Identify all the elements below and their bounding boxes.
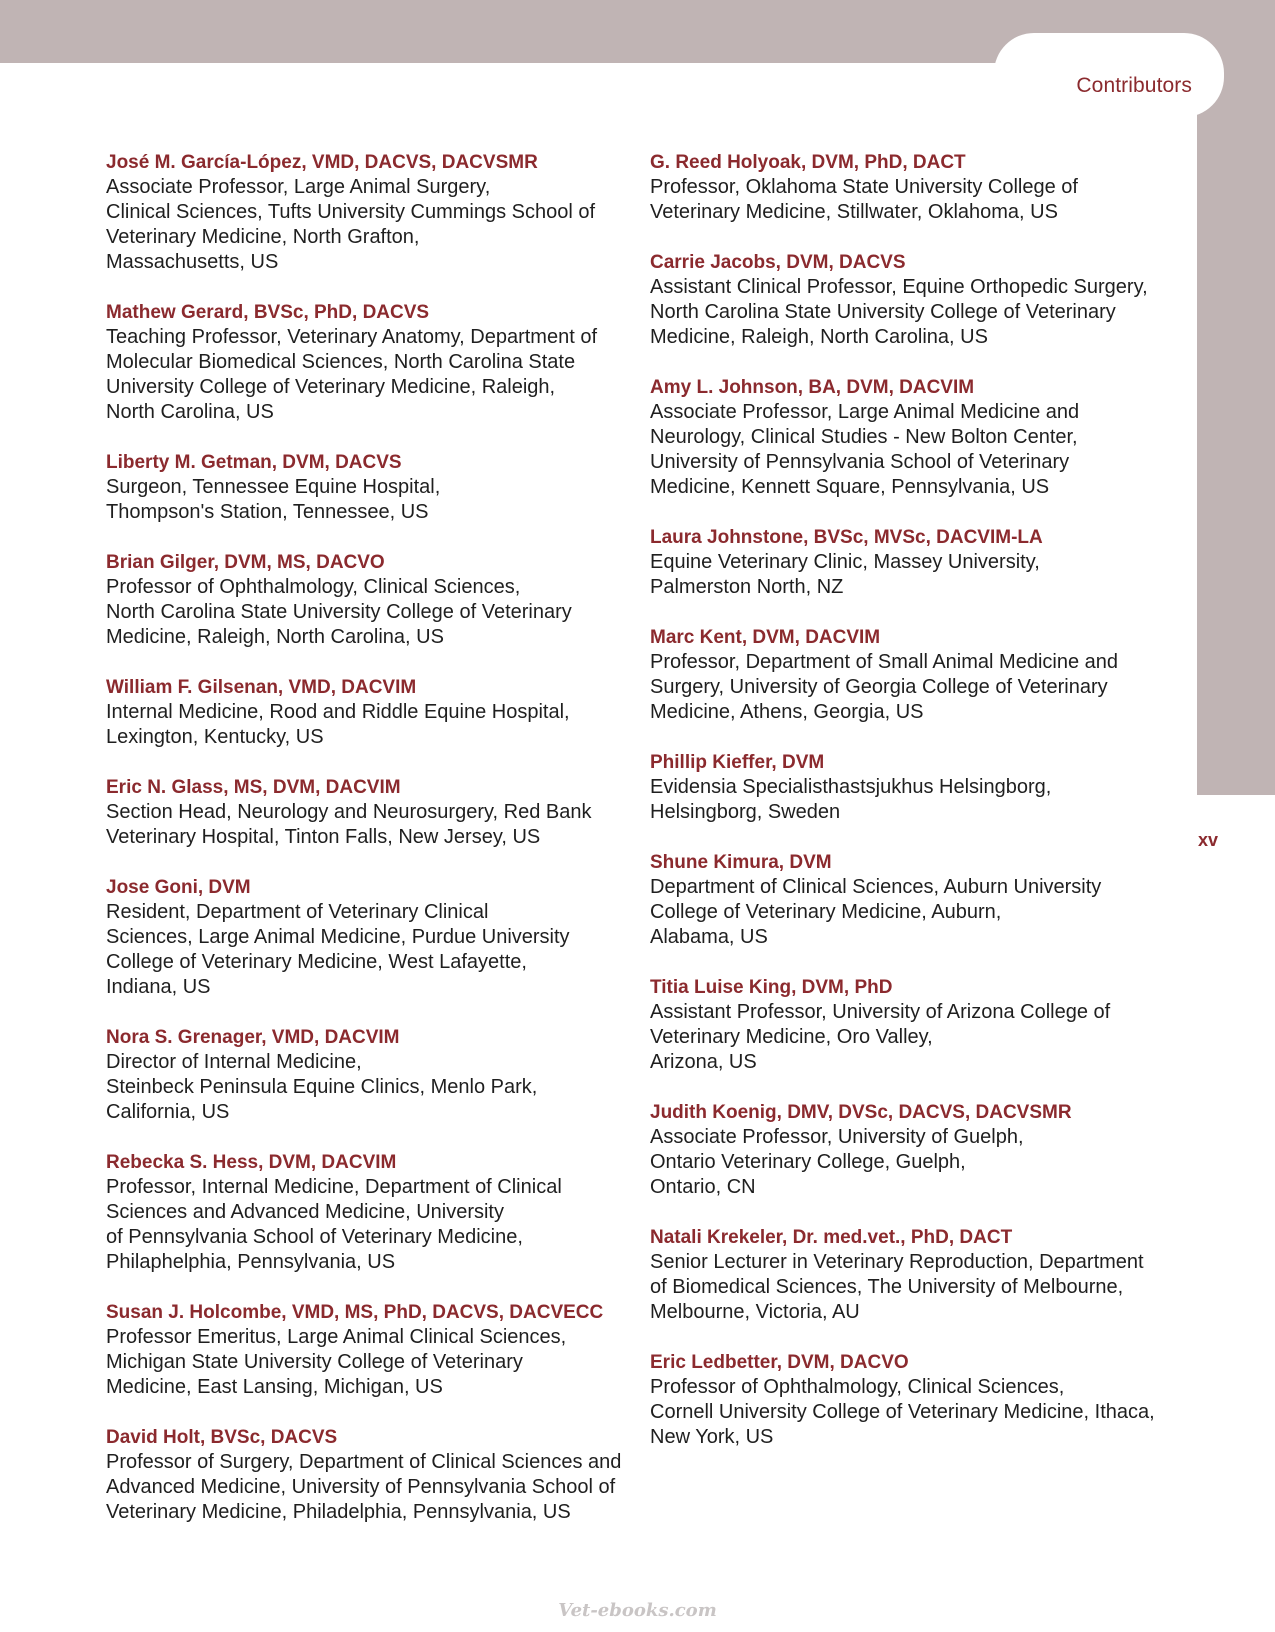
contributor-affiliation-line: Cornell University College of Veterinary Medicine, Ithaca,	[650, 1401, 1155, 1423]
contributor-affiliation-line: College of Veterinary Medicine, West Lafayette,	[106, 951, 527, 973]
contributor-affiliation-line: Medicine, Raleigh, North Carolina, US	[106, 626, 444, 648]
contributor-affiliation-line: Professor of Surgery, Department of Clinical Sciences and	[106, 1451, 622, 1473]
contributor-entry	[650, 850, 1170, 950]
contributor-name: David Holt, BVSc, DACVS	[106, 1427, 338, 1448]
contributor-entry	[106, 875, 626, 1000]
contributor-entry	[650, 1225, 1170, 1325]
contributor-affiliation-line: Sciences, Large Animal Medicine, Purdue University	[106, 926, 570, 948]
contributor-affiliation-line: Ontario, CN	[650, 1176, 756, 1198]
contributor-affiliation-line: Director of Internal Medicine,	[106, 1051, 362, 1073]
contributor-affiliation-line: Philaphelphia, Pennsylvania, US	[106, 1251, 396, 1273]
contributor-affiliation-line: Veterinary Medicine, Stillwater, Oklahoma, US	[650, 201, 1058, 223]
contributor-name: Jose Goni, DVM	[106, 877, 251, 898]
contributor-affiliation-line: Lexington, Kentucky, US	[106, 726, 324, 748]
contributor-affiliation-line: College of Veterinary Medicine, Auburn,	[650, 901, 1002, 923]
contributor-affiliation-line: Veterinary Medicine, North Grafton,	[106, 226, 420, 248]
contributor-name: Titia Luise King, DVM, PhD	[650, 977, 893, 998]
contributor-affiliation-line: Associate Professor, University of Guelph,	[650, 1126, 1024, 1148]
contributor-affiliation-line: Assistant Professor, University of Arizona College of	[650, 1001, 1111, 1023]
contributor-affiliation-line: Arizona, US	[650, 1051, 757, 1073]
contributor-affiliation-line: Medicine, Raleigh, North Carolina, US	[650, 326, 988, 348]
contributor-entry	[106, 450, 626, 525]
contributor-affiliation-line: Michigan State University College of Veterinary	[106, 1351, 523, 1373]
contributor-entry	[650, 625, 1170, 725]
contributor-name: Liberty M. Getman, DVM, DACVS	[106, 452, 402, 473]
contributor-affiliation-line: Ontario Veterinary College, Guelph,	[650, 1151, 966, 1173]
contributor-affiliation-line: Associate Professor, Large Animal Surgery,	[106, 176, 491, 198]
contributor-name: Brian Gilger, DVM, MS, DACVO	[106, 552, 385, 573]
contributor-affiliation-line: Indiana, US	[106, 976, 211, 998]
contributor-entry	[106, 150, 626, 275]
contributor-affiliation-line: Melbourne, Victoria, AU	[650, 1301, 860, 1323]
contributor-name: Susan J. Holcombe, VMD, MS, PhD, DACVS, DACVECC	[106, 1302, 604, 1323]
contributor-affiliation-line: Professor of Ophthalmology, Clinical Sciences,	[106, 576, 521, 598]
contributor-affiliation-line: Palmerston North, NZ	[650, 576, 844, 598]
contributor-affiliation-line: Veterinary Hospital, Tinton Falls, New Jersey, US	[106, 826, 541, 848]
contributor-affiliation-line: University College of Veterinary Medicine, Raleigh,	[106, 376, 556, 398]
contributor-affiliation-line: Teaching Professor, Veterinary Anatomy, Department of	[106, 326, 597, 348]
contributor-entry	[650, 975, 1170, 1075]
contributor-entry	[650, 750, 1170, 825]
contributor-affiliation-line: North Carolina State University College of Veterinary	[106, 601, 572, 623]
contributor-affiliation-line: North Carolina State University College of Veterinary	[650, 301, 1116, 323]
contributor-entry	[106, 1025, 626, 1125]
contributor-affiliation-line: Evidensia Specialisthastsjukhus Helsingborg,	[650, 776, 1052, 798]
contributor-entry	[106, 775, 626, 850]
contributor-affiliation-line: Section Head, Neurology and Neurosurgery, Red Bank	[106, 801, 592, 823]
watermark-logo: Vet-ebooks.com	[558, 1600, 717, 1621]
contributor-affiliation-line: Alabama, US	[650, 926, 768, 948]
contributor-entry	[650, 525, 1170, 600]
contributor-affiliation-line: Veterinary Medicine, Philadelphia, Pennsylvania, US	[106, 1501, 571, 1523]
side-band	[1197, 0, 1275, 795]
contributor-affiliation-line: Professor, Internal Medicine, Department of Clinical	[106, 1176, 562, 1198]
contributor-affiliation-line: Associate Professor, Large Animal Medicine and	[650, 401, 1080, 423]
contributor-entry	[106, 300, 626, 425]
contributor-name: José M. García-López, VMD, DACVS, DACVSMR	[106, 152, 538, 173]
contributor-affiliation-line: Massachusetts, US	[106, 251, 279, 273]
contributor-name: Marc Kent, DVM, DACVIM	[650, 627, 881, 648]
contributors-left-column	[106, 150, 626, 1550]
contributor-affiliation-line: California, US	[106, 1101, 230, 1123]
contributor-affiliation-line: Clinical Sciences, Tufts University Cummings School of	[106, 201, 596, 223]
contributor-affiliation-line: Surgeon, Tennessee Equine Hospital,	[106, 476, 441, 498]
contributor-name: Phillip Kieffer, DVM	[650, 752, 825, 773]
contributor-affiliation-line: Internal Medicine, Rood and Riddle Equine Hospital,	[106, 701, 570, 723]
contributor-entry	[650, 1350, 1170, 1450]
contributor-entry	[650, 250, 1170, 350]
contributor-affiliation-line: Professor, Department of Small Animal Medicine and	[650, 651, 1118, 673]
contributor-name: Natali Krekeler, Dr. med.vet., PhD, DACT	[650, 1227, 1013, 1248]
contributor-affiliation-line: of Biomedical Sciences, The University of Melbourne,	[650, 1276, 1124, 1298]
contributor-name: Rebecka S. Hess, DVM, DACVIM	[106, 1152, 397, 1173]
contributor-affiliation-line: Veterinary Medicine, Oro Valley,	[650, 1026, 933, 1048]
contributor-affiliation-line: North Carolina, US	[106, 401, 274, 423]
contributor-affiliation-line: Senior Lecturer in Veterinary Reproduction, Department	[650, 1251, 1144, 1273]
contributor-name: Shune Kimura, DVM	[650, 852, 832, 873]
contributor-affiliation-line: Medicine, Athens, Georgia, US	[650, 701, 924, 723]
contributor-entry	[650, 150, 1170, 225]
contributor-affiliation-line: Resident, Department of Veterinary Clinical	[106, 901, 489, 923]
contributor-affiliation-line: Professor of Ophthalmology, Clinical Sciences,	[650, 1376, 1065, 1398]
contributor-affiliation-line: Assistant Clinical Professor, Equine Orthopedic Surgery,	[650, 276, 1148, 298]
contributor-affiliation-line: Department of Clinical Sciences, Auburn University	[650, 876, 1102, 898]
contributor-affiliation-line: of Pennsylvania School of Veterinary Medicine,	[106, 1226, 523, 1248]
contributor-affiliation-line: New York, US	[650, 1426, 774, 1448]
contributors-right-column	[650, 150, 1170, 1475]
contributor-affiliation-line: Neurology, Clinical Studies - New Bolton Center,	[650, 426, 1078, 448]
page-number: xv	[1198, 830, 1219, 850]
contributor-name: Carrie Jacobs, DVM, DACVS	[650, 252, 906, 273]
contributor-name: Nora S. Grenager, VMD, DACVIM	[106, 1027, 400, 1048]
contributor-entry	[106, 1150, 626, 1275]
contributor-affiliation-line: University of Pennsylvania School of Veterinary	[650, 451, 1070, 473]
contributor-name: Judith Koenig, DMV, DVSc, DACVS, DACVSMR	[650, 1102, 1072, 1123]
contributor-affiliation-line: Medicine, East Lansing, Michigan, US	[106, 1376, 443, 1398]
contributor-entry	[106, 1425, 626, 1525]
contributor-affiliation-line: Steinbeck Peninsula Equine Clinics, Menlo Park,	[106, 1076, 538, 1098]
contributor-affiliation-line: Sciences and Advanced Medicine, University	[106, 1201, 504, 1223]
contributor-name: Mathew Gerard, BVSc, PhD, DACVS	[106, 302, 430, 323]
contributor-affiliation-line: Molecular Biomedical Sciences, North Carolina State	[106, 351, 576, 373]
contributor-name: G. Reed Holyoak, DVM, PhD, DACT	[650, 152, 966, 173]
contributor-affiliation-line: Medicine, Kennett Square, Pennsylvania, US	[650, 476, 1050, 498]
contributor-name: Eric N. Glass, MS, DVM, DACVIM	[106, 777, 401, 798]
contributor-affiliation-line: Advanced Medicine, University of Pennsylvania School of	[106, 1476, 616, 1498]
contributor-entry	[650, 375, 1170, 500]
contributor-name: Amy L. Johnson, BA, DVM, DACVIM	[650, 377, 975, 398]
contributor-name: Laura Johnstone, BVSc, MVSc, DACVIM-LA	[650, 527, 1043, 548]
contributor-affiliation-line: Thompson's Station, Tennessee, US	[106, 501, 429, 523]
contributor-affiliation-line: Helsingborg, Sweden	[650, 801, 841, 823]
contributor-entry	[106, 1300, 626, 1400]
contributor-affiliation-line: Surgery, University of Georgia College of Veterinary	[650, 676, 1108, 698]
contributor-entry	[106, 675, 626, 750]
contributor-entry	[650, 1100, 1170, 1200]
contributor-affiliation-line: Professor Emeritus, Large Animal Clinical Sciences,	[106, 1326, 567, 1348]
contributor-affiliation-line: Professor, Oklahoma State University College of	[650, 176, 1078, 198]
running-head: Contributors	[1076, 74, 1192, 97]
contributor-affiliation-line: Equine Veterinary Clinic, Massey University,	[650, 551, 1040, 573]
contributor-name: Eric Ledbetter, DVM, DACVO	[650, 1352, 909, 1373]
contributor-entry	[106, 550, 626, 650]
contributor-name: William F. Gilsenan, VMD, DACVIM	[106, 677, 417, 698]
